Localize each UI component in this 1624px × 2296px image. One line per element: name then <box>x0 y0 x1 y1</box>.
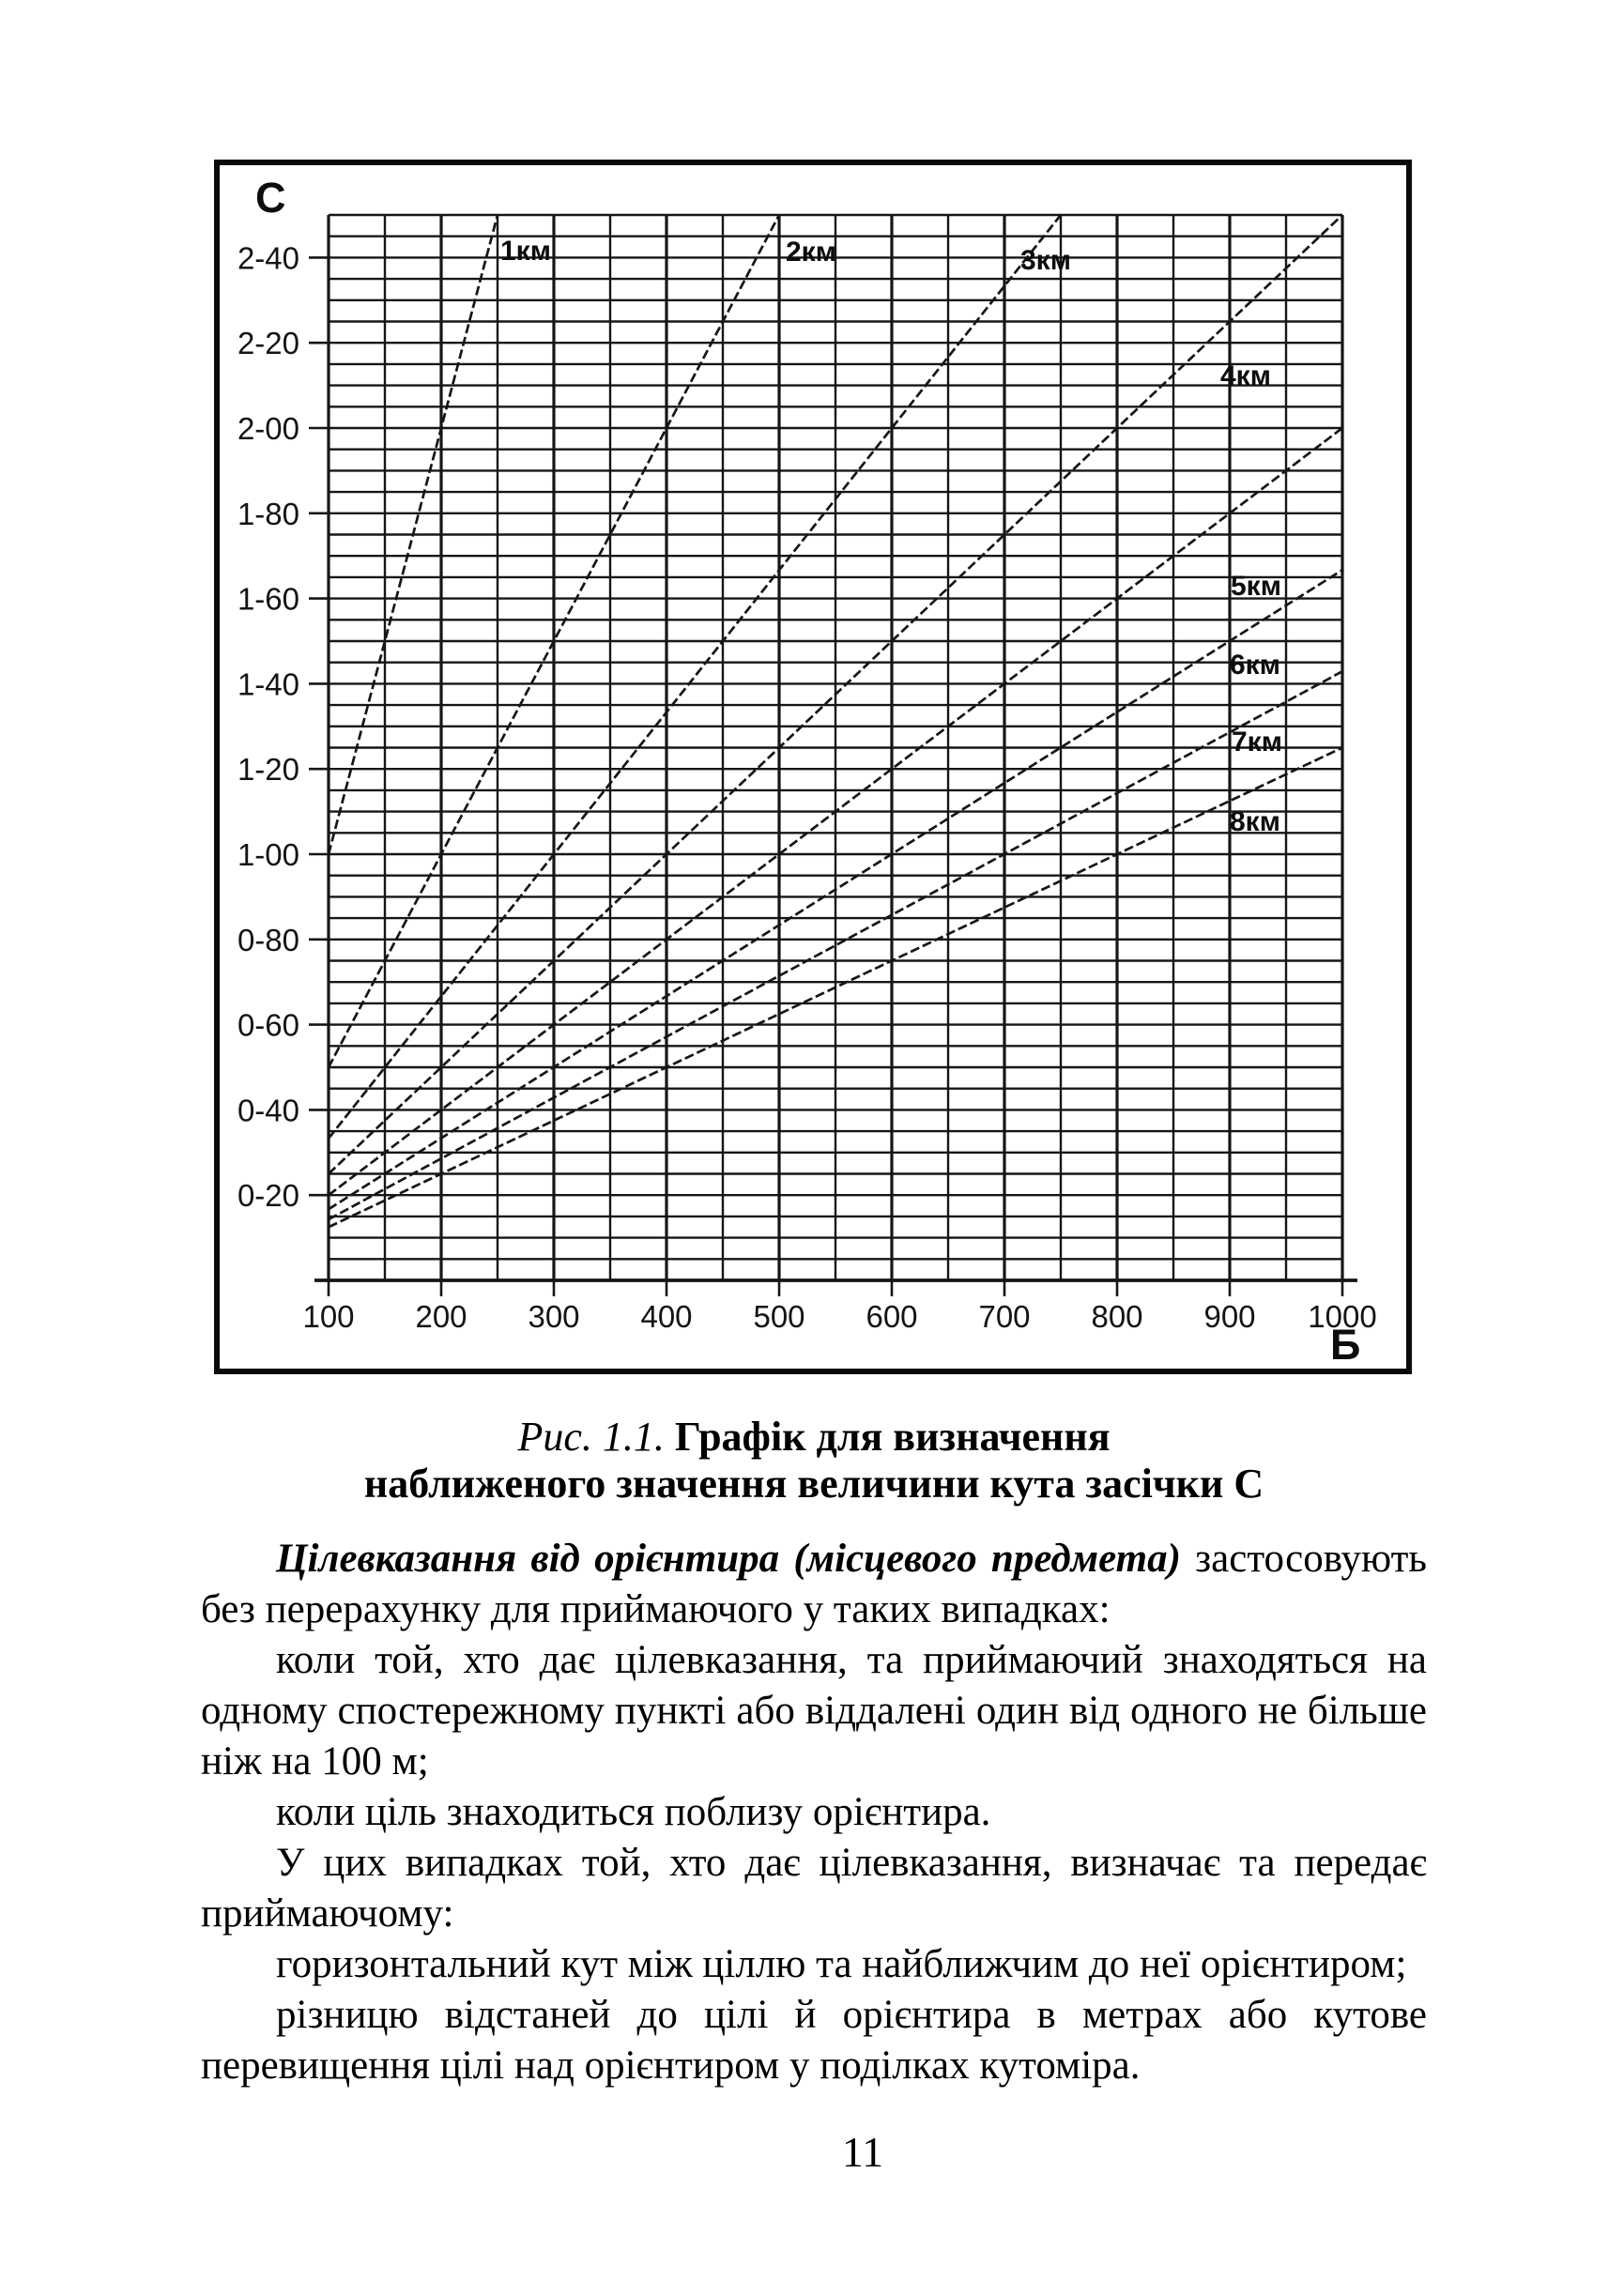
paragraph-2: коли той, хто дає цілевказання, та приймаючий знаходяться на одному спостережному пункті або віддалені один від одного не більше ніж на 100 м; <box>201 1638 1427 1783</box>
x-axis-title: Б <box>1330 1321 1361 1369</box>
y-tick-label: 1-00 <box>237 837 299 872</box>
distance-line-label-7km: 7км <box>1232 727 1282 758</box>
y-tick-label: 1-80 <box>237 496 299 531</box>
distance-line-label-5km: 5км <box>1231 571 1281 602</box>
paragraph-3: коли ціль знаходиться поблизу орієнтира. <box>276 1790 991 1834</box>
body-text <box>201 1534 1427 2091</box>
y-tick-label: 2-00 <box>237 411 299 446</box>
paragraph-5: горизонтальний кут між ціллю та найближчим до неї орієнтиром; <box>276 1942 1407 1986</box>
figure-caption-line1 <box>201 1414 1427 1461</box>
y-tick-label: 0-60 <box>237 1007 299 1043</box>
distance-line-label-4km: 4км <box>1220 360 1271 391</box>
x-tick-label: 600 <box>866 1299 918 1334</box>
distance-line-label-8km: 8км <box>1230 806 1280 837</box>
figure-title: Графік для визначення <box>674 1414 1111 1460</box>
x-tick-label: 1000 <box>1308 1299 1377 1334</box>
y-axis <box>237 240 329 1213</box>
y-tick-label: 0-80 <box>237 922 299 957</box>
x-tick-label: 400 <box>640 1299 693 1334</box>
y-tick-label: 1-40 <box>237 666 299 702</box>
page-number: 11 <box>841 2128 884 2176</box>
axis-titles <box>255 174 1360 1369</box>
paragraph-6: різницю відстаней до цілі й орієнтира в метрах або кутове перевищення цілі над орієнтиром у поділках кутоміра. <box>201 1993 1427 2088</box>
distance-line-3km <box>329 215 1061 1139</box>
paragraph-1-lead: Цілевказання від орієнтира (місцевого предмета) <box>276 1537 1181 1581</box>
y-tick-label: 0-20 <box>237 1178 299 1214</box>
x-tick-label: 100 <box>302 1299 355 1334</box>
distance-line-label-3km: 3км <box>1020 245 1071 276</box>
distance-line-label-1km: 1км <box>500 236 551 267</box>
figure-subtitle: наближеного значення величини кута засічки С <box>363 1461 1264 1507</box>
x-tick-label: 200 <box>415 1299 467 1334</box>
x-tick-label: 800 <box>1091 1299 1143 1334</box>
x-tick-label: 500 <box>753 1299 805 1334</box>
y-tick-label: 2-20 <box>237 326 299 361</box>
y-tick-label: 1-60 <box>237 581 299 617</box>
x-tick-label: 700 <box>978 1299 1031 1334</box>
y-tick-label: 1-20 <box>237 752 299 788</box>
angle-intersection-chart <box>220 165 1406 1369</box>
figure-box <box>214 160 1412 1374</box>
figure-caption <box>201 1414 1427 1508</box>
paragraph-4: У цих випадках той, хто дає цілевказання, визначає та передає приймаючому: <box>201 1841 1427 1936</box>
distance-line-label-6km: 6км <box>1230 650 1280 681</box>
y-tick-label: 0-40 <box>237 1093 299 1128</box>
y-tick-label: 2-40 <box>237 240 299 276</box>
x-tick-label: 900 <box>1203 1299 1256 1334</box>
paragraph-1-rest: застосовують без перерахунку для приймаючого у таких випадках: <box>201 1537 1427 1631</box>
x-tick-label: 300 <box>528 1299 580 1334</box>
distance-line-label-2km: 2км <box>786 237 836 268</box>
x-axis <box>302 1280 1376 1334</box>
figure-label: Рис. 1.1. <box>517 1414 665 1460</box>
chart-grid <box>329 215 1342 1280</box>
paragraph-1 <box>201 1534 1427 1635</box>
y-axis-title: С <box>255 174 286 222</box>
